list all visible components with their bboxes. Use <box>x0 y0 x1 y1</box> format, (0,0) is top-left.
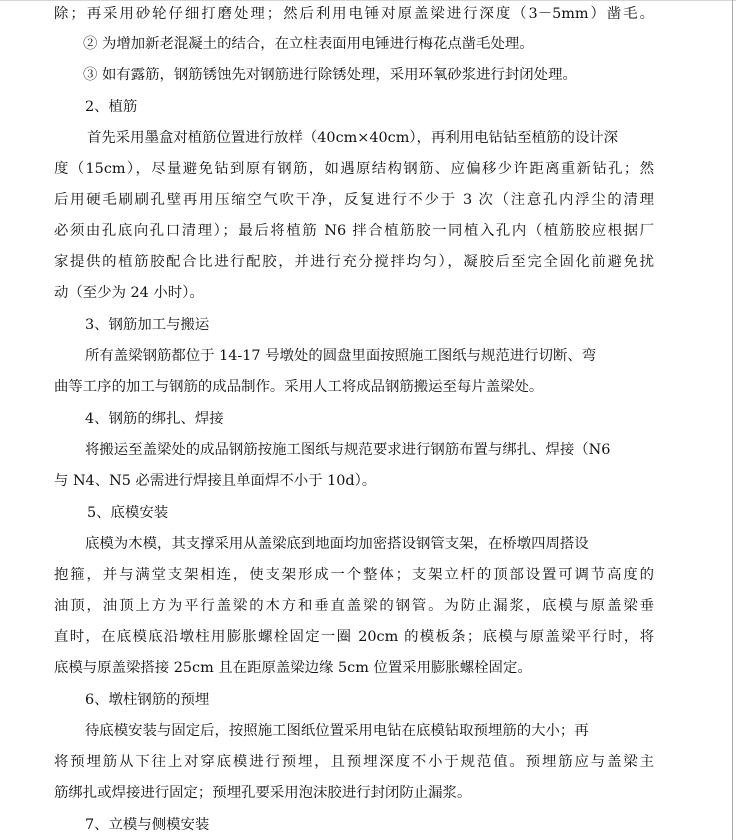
paragraph-line: 抱箍，并与满堂支架相连，使支架形成一个整体；支架立杆的顶部设置可调节高度的 <box>54 567 654 583</box>
paragraph-line: 必须由孔底向孔口清理）；最后将植筋 N6 拌合植筋胶一同植入孔内（植筋胶应根据厂 <box>54 223 654 239</box>
paragraph-line: 直时，在底模底沿墩柱用膨胀螺栓固定一圈 20cm 的模板条；底模与原盖梁平行时，将 <box>54 629 654 645</box>
section-heading: 5、底模安装 <box>87 505 169 521</box>
list-item: ③ 如有露筋，钢筋锈蚀先对钢筋进行除锈处理，采用环氧砂浆进行封闭处理。 <box>83 67 577 83</box>
paragraph-line: 筋绑扎或焊接进行固定；预埋孔要采用泡沫胶进行封闭防止漏浆。 <box>54 785 472 801</box>
paragraph-line: 曲等工序的加工与钢筋的成品制作。采用人工将成品钢筋搬运至每片盖梁处。 <box>54 379 544 395</box>
section-heading: 7、立模与侧模安装 <box>85 817 210 833</box>
paragraph-line: 首先采用墨盒对植筋位置进行放样（40cm×40cm），再利用电钻钻至植筋的设计深 <box>87 130 619 146</box>
paragraph-line: 将搬运至盖梁处的成品钢筋按施工图纸与规范要求进行钢筋布置与绑扎、焊接（N6 <box>85 442 611 458</box>
paragraph-line: 家提供的植筋胶配合比进行配胶，并进行充分搅拌均匀），凝胶后至完全固化前避免扰 <box>54 254 654 270</box>
paragraph-line: 将预埋筋从下往上对穿底模进行预埋，且预埋深度不小于规范值。预埋筋应与盖梁主 <box>54 754 654 770</box>
section-heading: 2、植筋 <box>85 99 138 115</box>
paragraph-line: 除；再采用砂轮仔细打磨处理；然后利用电锤对原盖梁进行深度（3－5mm）凿毛。 <box>54 6 654 22</box>
paragraph-line: 底模为木模，其支撑采用从盖梁底到地面均加密搭设钢管支架，在桥墩四周搭设 <box>85 536 589 552</box>
paragraph-line: 底模与原盖梁搭接 25cm 且在距原盖梁边缘 5cm 位置采用膨胀螺栓固定。 <box>54 660 532 676</box>
section-heading: 6、墩柱钢筋的预埋 <box>85 692 210 708</box>
paragraph-line: 待底模安装与固定后，按照施工图纸位置采用电钻在底模钻取预埋筋的大小；再 <box>85 723 589 739</box>
paragraph-line: 油顶，油顶上方为平行盖梁的木方和垂直盖梁的钢管。为防止漏浆，底模与原盖梁垂 <box>54 598 654 614</box>
paragraph-line: 后用硬毛刷刷孔壁再用压缩空气吹干净，反复进行不少于 3 次（注意孔内浮尘的清理 <box>54 192 654 208</box>
list-item: ② 为增加新老混凝土的结合，在立柱表面用电锤进行梅花点凿毛处理。 <box>83 36 534 52</box>
document-body <box>54 0 654 840</box>
paragraph-line: 动（至少为 24 小时）。 <box>54 285 204 301</box>
page-right-border <box>732 0 733 840</box>
paragraph-line: 与 N4、N5 必需进行焊接且单面焊不小于 10d）。 <box>54 473 377 489</box>
paragraph-line: 度（15cm），尽量避免钻到原有钢筋，如遇原结构钢筋、应偏移少许距离重新钻孔；然 <box>54 161 654 177</box>
section-heading: 3、钢筋加工与搬运 <box>85 317 210 333</box>
section-heading: 4、钢筋的绑扎、焊接 <box>85 411 224 427</box>
paragraph-line: 所有盖梁钢筋都位于 14-17 号墩处的圆盘里面按照施工图纸与规范进行切断、弯 <box>85 348 597 364</box>
